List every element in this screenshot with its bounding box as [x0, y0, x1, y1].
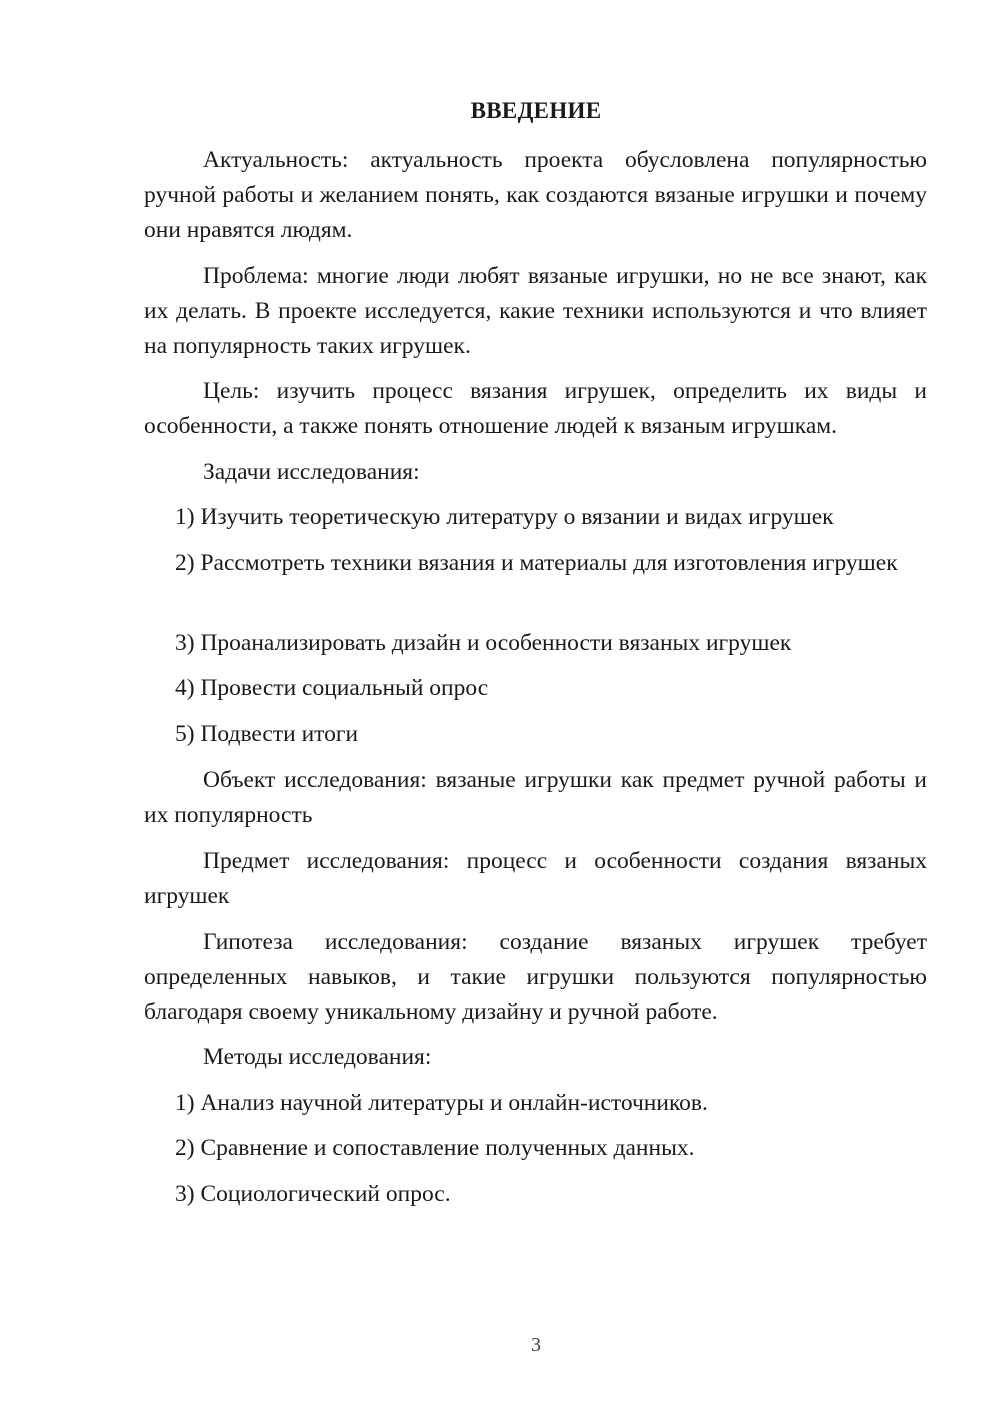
object-paragraph: Объект исследования: вязаные игрушки как предмет ручной работы и их популярность [144, 767, 927, 828]
method-item-1: 1) Анализ научной литературы и онлайн-источников. [175, 1090, 708, 1116]
page-number: 3 [531, 1334, 541, 1356]
hypothesis-paragraph: Гипотеза исследования: создание вязаных игрушек требует определенных навыков, и такие игрушки пользуются популярностью благодаря своему уникальному дизайну и ручной работе. [144, 929, 927, 1025]
subject-paragraph: Предмет исследования: процесс и особенности создания вязаных игрушек [144, 848, 927, 909]
relevance-paragraph: Актуальность: актуальность проекта обусловлена популярностью ручной работы и желанием понять, как создаются вязаные игрушки и почему они нравятся людям. [144, 147, 927, 243]
methods-heading: Методы исследования: [203, 1044, 432, 1070]
method-item-3: 3) Социологический опрос. [175, 1181, 451, 1207]
task-item-4: 4) Провести социальный опрос [175, 675, 489, 701]
method-item-2: 2) Сравнение и сопоставление полученных данных. [175, 1135, 695, 1161]
task-item-5: 5) Подвести итоги [175, 721, 359, 747]
task-item-3: 3) Проанализировать дизайн и особенности вязаных игрушек [175, 630, 792, 656]
problem-paragraph: Проблема: многие люди любят вязаные игрушки, но не все знают, как их делать. В проекте исследуется, какие техники используются и что влияет на популярность таких игрушек. [144, 263, 927, 359]
goal-paragraph: Цель: изучить процесс вязания игрушек, определить их виды и особенности, а также понять отношение людей к вязаным игрушкам. [144, 378, 927, 439]
task-item-1: 1) Изучить теоретическую литературу о вязании и видах игрушек [175, 504, 834, 530]
task-item-2: 2) Рассмотреть техники вязания и материалы для изготовления игрушек [175, 550, 898, 576]
tasks-heading: Задачи исследования: [203, 459, 420, 485]
section-title: ВВЕДЕНИЕ [470, 98, 602, 123]
